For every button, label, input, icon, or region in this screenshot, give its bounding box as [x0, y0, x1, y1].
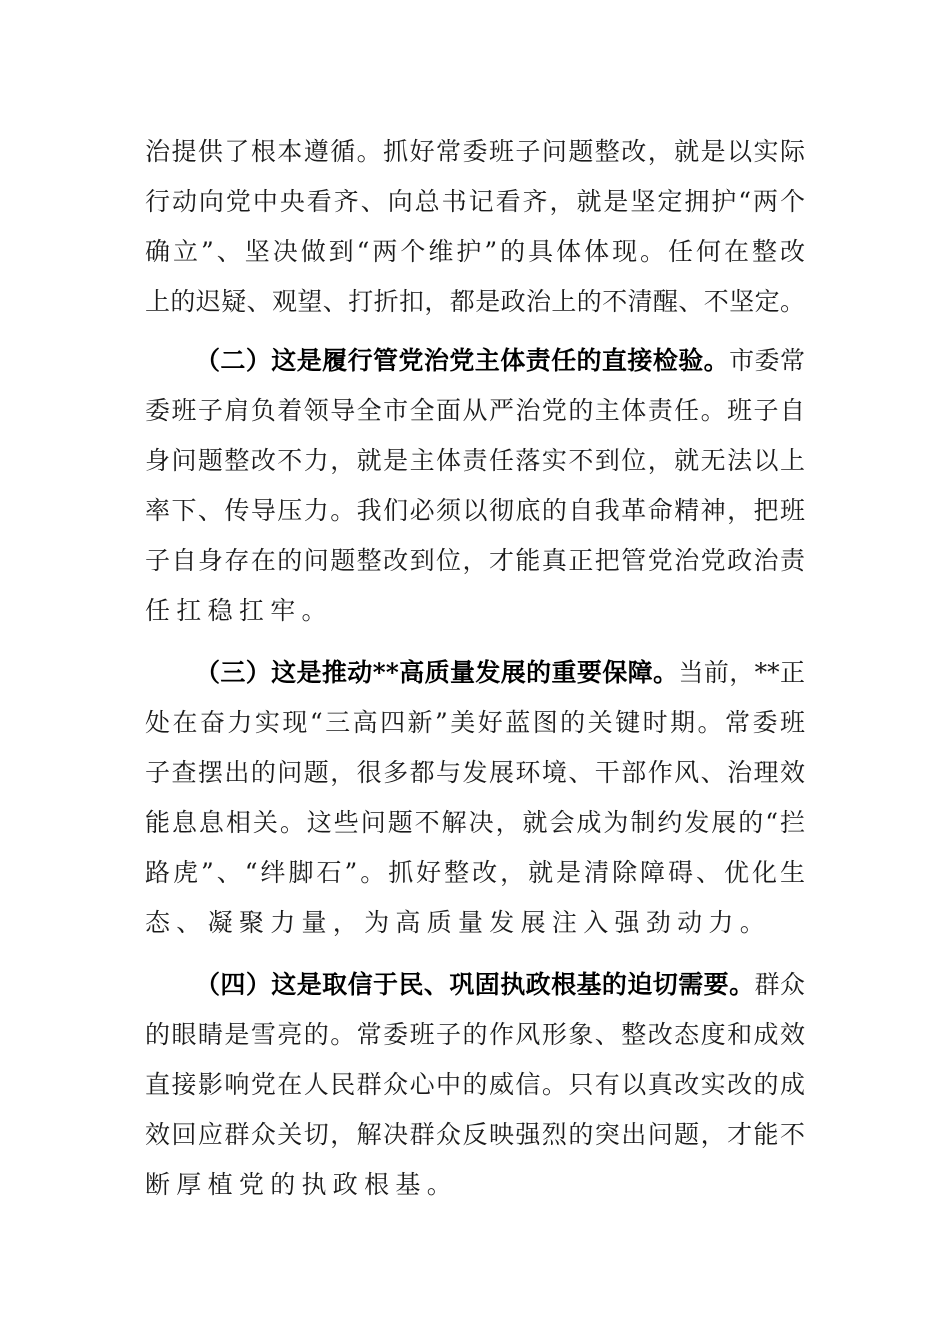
paragraph-4-line-3: 直接影响党在人民群众心中的威信。只有以真改实改的成 — [145, 1070, 805, 1099]
paragraph-2-line-3: 身问题整改不力，就是主体责任落实不到位，就无法以上 — [145, 446, 805, 475]
paragraph-4-heading: （四）这是取信于民、巩固执政根基的迫切需要。 — [195, 970, 755, 999]
paragraph-4-line-5: 断厚植党的执政根基。 — [145, 1170, 459, 1199]
paragraph-4-line-1 — [195, 965, 805, 1005]
paragraph-4-line-4: 效回应群众关切，解决群众反映强烈的突出问题，才能不 — [145, 1120, 805, 1149]
paragraph-4-line-1-rest: 群众 — [754, 970, 805, 999]
paragraph-2-heading: （二）这是履行管党治党主体责任的直接检验。 — [195, 346, 730, 375]
paragraph-1-line-1: 治提供了根本遵循。抓好常委班子问题整改，就是以实际 — [145, 137, 805, 166]
paragraph-3-line-1 — [195, 653, 805, 693]
paragraph-1-line-4: 上的迟疑、观望、打折扣，都是政治上的不清醒、不坚定。 — [145, 287, 805, 316]
paragraph-2-line-6: 任扛稳扛牢。 — [145, 596, 333, 625]
paragraph-1-line-2: 行动向党中央看齐、向总书记看齐，就是坚定拥护“两个 — [145, 187, 805, 216]
paragraph-2-line-1-rest: 市委常 — [729, 346, 805, 375]
paragraph-3-line-5: 路虎”、“绊脚石”。抓好整改，就是清除障碍、优化生 — [145, 858, 805, 887]
paragraph-2-line-4: 率下、传导压力。我们必须以彻底的自我革命精神，把班 — [145, 496, 805, 525]
paragraph-3-line-6: 态、凝聚力量，为高质量发展注入强劲动力。 — [145, 908, 772, 937]
paragraph-3-line-3: 子查摆出的问题，很多都与发展环境、干部作风、治理效 — [145, 758, 805, 787]
paragraph-3-line-1-rest: 当前，**正 — [678, 658, 805, 687]
paragraph-2-line-2: 委班子肩负着领导全市全面从严治党的主体责任。班子自 — [145, 396, 805, 425]
paragraph-1-line-3: 确立”、坚决做到“两个维护”的具体体现。任何在整改 — [145, 237, 805, 266]
paragraph-2-line-5: 子自身存在的问题整改到位，才能真正把管党治党政治责 — [145, 546, 805, 575]
paragraph-4-line-2: 的眼睛是雪亮的。常委班子的作风形象、整改态度和成效 — [145, 1020, 805, 1049]
paragraph-2-line-1 — [195, 341, 805, 381]
paragraph-3-line-4: 能息息相关。这些问题不解决，就会成为制约发展的“拦 — [145, 808, 805, 837]
paragraph-3-line-2: 处在奋力实现“三高四新”美好蓝图的关键时期。常委班 — [145, 708, 805, 737]
paragraph-3-heading: （三）这是推动**高质量发展的重要保障。 — [195, 658, 679, 687]
